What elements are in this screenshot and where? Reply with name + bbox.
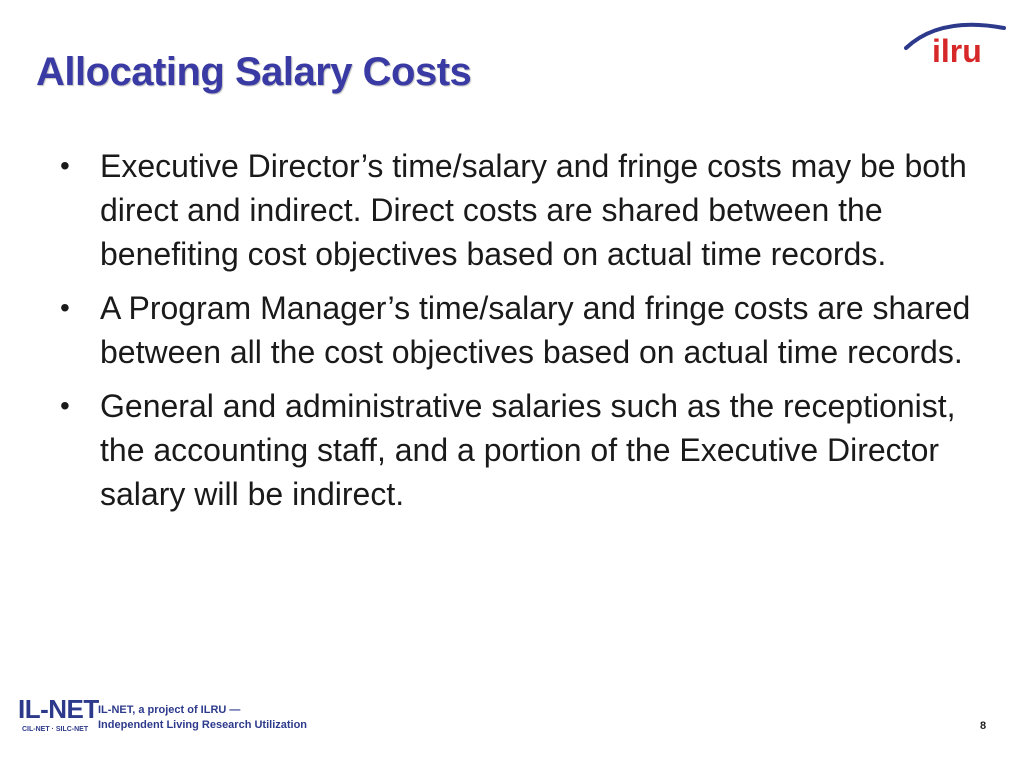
ilru-logo-text: ilru — [932, 33, 982, 68]
bullet-item — [60, 384, 980, 516]
bullet-glyph: • — [60, 390, 70, 421]
bullet-glyph: • — [60, 292, 70, 323]
bullet-glyph: • — [60, 150, 70, 181]
il-net-brand-subtitle: CIL-NET · SILC-NET — [22, 726, 89, 733]
bullet-item — [60, 144, 980, 276]
page-number: 8 — [980, 720, 987, 732]
bullet-text: A Program Manager’s time/salary and fringe costs are shared between all the cost objectives based on actual time records. — [100, 290, 971, 370]
footer-tagline-line2: Independent Living Research Utilization — [98, 719, 308, 731]
bullet-list — [60, 144, 980, 526]
il-net-brand: IL-NET — [18, 694, 99, 724]
bullet-text: General and administrative salaries such as the receptionist, the accounting staff, and a portion of the Executive Director salary will be indirect. — [100, 388, 956, 512]
footer-tagline-line1: IL-NET, a project of ILRU — — [98, 704, 241, 716]
bullet-text: Executive Director’s time/salary and fringe costs may be both direct and indirect. Direct costs are shared between the benefiting cost objectives based on actual time records. — [100, 148, 967, 272]
slide-title: Allocating Salary Costs — [36, 50, 472, 94]
bullet-item — [60, 286, 980, 374]
il-net-footer-logo — [18, 690, 318, 740]
ilru-logo-icon — [900, 8, 1010, 68]
